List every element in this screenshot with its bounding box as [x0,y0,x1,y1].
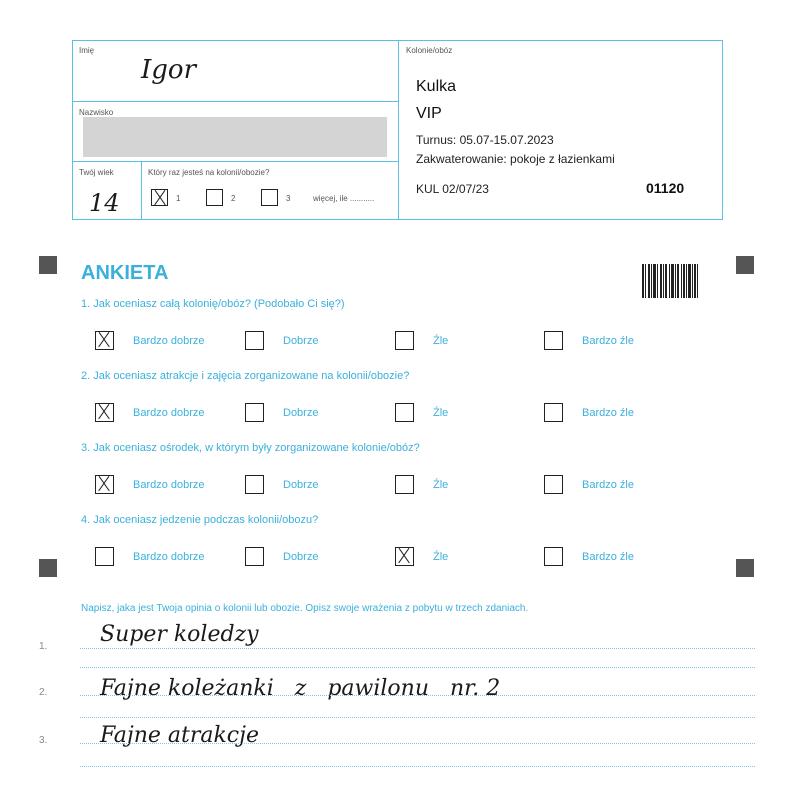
times-checkbox-1[interactable] [151,189,168,206]
line-number-1: 1. [39,641,48,652]
question-1-checkbox-1[interactable] [95,331,114,350]
header-hline-2 [73,161,399,162]
line-number-2: 2. [39,687,48,698]
dotted-line-1b [80,667,755,668]
line-number-3: 3. [39,735,48,746]
age-value: 14 [89,189,120,217]
question-1-checkbox-3[interactable] [395,331,414,350]
dotted-line-2a [80,695,755,696]
corner-marker-top-right [736,256,754,274]
question-2-text: 2. Jak oceniasz atrakcje i zajęcia zorganizowane na kolonii/obozie? [81,370,410,382]
camp-type: VIP [416,105,442,122]
question-2-option-1-label: Bardzo dobrze [133,407,205,419]
times-option-2: 2 [231,194,236,203]
question-3-text: 3. Jak oceniasz ośrodek, w którym były zorganizowane kolonie/obóz? [81,442,420,454]
barcode [642,264,698,298]
question-1-text: 1. Jak oceniasz całą kolonię/obóz? (Podobało Ci się?) [81,298,345,310]
header-box [72,40,723,220]
question-3-option-4-label: Bardzo źle [582,479,634,491]
header-age-divider [141,161,142,219]
camp-label: Kolonie/obóz [406,46,453,55]
corner-marker-bottom-left [39,559,57,577]
survey-title: ANKIETA [81,262,169,284]
question-1-checkbox-2[interactable] [245,331,264,350]
question-4-option-3-label: Źle [433,551,449,563]
surname-label: Nazwisko [79,108,114,117]
age-label: Twój wiek [79,168,114,177]
dotted-line-2b [80,717,755,718]
question-3-checkbox-3[interactable] [395,475,414,494]
name-label: Imię [79,46,95,55]
camp-accommodation: Zakwaterowanie: pokoje z łazienkami [416,152,615,166]
question-1-option-2-label: Dobrze [283,335,319,347]
times-option-1: 1 [176,194,181,203]
question-4-option-2-label: Dobrze [283,551,319,563]
header-divider [398,41,399,219]
question-1-option-4-label: Bardzo źle [582,335,634,347]
question-2-option-3-label: Źle [433,407,449,419]
times-option-more: więcej, ile ........... [313,194,375,203]
times-option-3: 3 [286,194,291,203]
question-3-checkbox-4[interactable] [544,475,563,494]
question-4-checkbox-2[interactable] [245,547,264,566]
question-3-checkbox-2[interactable] [245,475,264,494]
question-4-checkbox-1[interactable] [95,547,114,566]
redacted-surname [83,117,387,157]
name-value: Igor [141,55,196,85]
question-2-checkbox-2[interactable] [245,403,264,422]
opinion-prompt: Napisz, jaka jest Twoja opinia o kolonii lub obozie. Opisz swoje wrażenia z pobytu w trzech zdaniach. [81,603,529,614]
opinion-line-3[interactable]: Fajne atrakcje [100,723,259,748]
dotted-line-3b [80,766,755,767]
header-hline-1 [73,101,399,102]
camp-turnus: Turnus: 05.07-15.07.2023 [416,133,554,147]
question-4-option-4-label: Bardzo źle [582,551,634,563]
dotted-line-1a [80,648,755,649]
times-checkbox-3[interactable] [261,189,278,206]
opinion-line-2[interactable]: Fajne koleżanki z pawilonu nr. 2 [100,676,501,701]
dotted-line-3a [80,743,755,744]
question-2-option-2-label: Dobrze [283,407,319,419]
question-2-checkbox-3[interactable] [395,403,414,422]
opinion-line-1[interactable]: Super koledzy [100,622,259,647]
question-3-checkbox-1[interactable] [95,475,114,494]
question-1-option-3-label: Źle [433,335,449,347]
corner-marker-top-left [39,256,57,274]
question-2-checkbox-4[interactable] [544,403,563,422]
question-1-option-1-label: Bardzo dobrze [133,335,205,347]
question-3-option-1-label: Bardzo dobrze [133,479,205,491]
question-4-checkbox-3[interactable] [395,547,414,566]
question-4-option-1-label: Bardzo dobrze [133,551,205,563]
question-4-checkbox-4[interactable] [544,547,563,566]
camp-code: KUL 02/07/23 [416,182,489,196]
question-2-option-4-label: Bardzo źle [582,407,634,419]
camp-name: Kulka [416,78,457,95]
question-1-checkbox-4[interactable] [544,331,563,350]
times-label: Który raz jesteś na kolonii/obozie? [148,168,270,177]
question-3-option-2-label: Dobrze [283,479,319,491]
corner-marker-bottom-right [736,559,754,577]
form-number: 01120 [646,180,685,196]
question-3-option-3-label: Źle [433,479,449,491]
question-4-text: 4. Jak oceniasz jedzenie podczas kolonii/obozu? [81,514,319,526]
question-2-checkbox-1[interactable] [95,403,114,422]
times-checkbox-2[interactable] [206,189,223,206]
